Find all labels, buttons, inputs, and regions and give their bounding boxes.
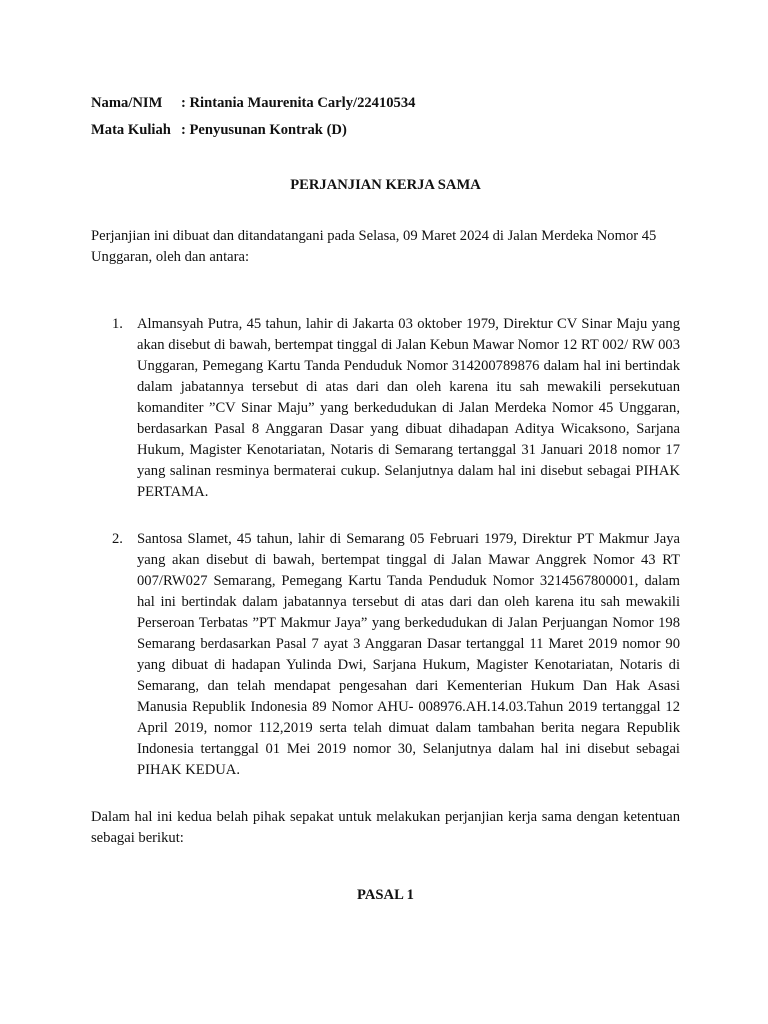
party-number: 1. [112, 316, 123, 332]
closing-paragraph: Dalam hal ini kedua belah pihak sepakat untuk melakukan perjanjian kerja sama dengan ketentuan sebagai berikut: [91, 809, 680, 846]
course-label: Mata Kuliah [91, 122, 171, 138]
document-title: PERJANJIAN KERJA SAMA [290, 177, 481, 193]
course-row [91, 120, 680, 147]
party-item [91, 529, 680, 781]
course-value: : Penyusunan Kontrak (D) [181, 122, 347, 138]
parties-list [91, 314, 680, 781]
student-name-row [91, 93, 680, 120]
party-first-text: Almansyah Putra, 45 tahun, lahir di Jakarta 03 oktober 1979, Direktur CV Sinar Maju yang akan disebut di bawah, bertempat tinggal di Jalan Kebun Mawar Nomor 12 RT 002/ RW 003 Unggaran, Pemegang Kartu Tanda Penduduk Nomor 314200789876 dalam hal ini bertindak dalam jabatannya tersebut di atas dari dan oleh karena itu sah mewakili persekutuan komanditer ”CV Sinar Maju” yang berkedudukan di Jalan Merdeka Nomor 45 Unggaran, berdasarkan Pasal 8 Anggaran Dasar yang dibuat dihadapan Aditya Wicaksono, Sarjana Hukum, Magister Kenotariatan, Notaris di Semarang tertanggal 31 Januari 2018 nomor 17 yang salinan resminya bermaterai cukup. Selanjutnya dalam hal ini disebut sebagai PIHAK PERTAMA. [137, 316, 680, 500]
name-value: : Rintania Maurenita Carly/22410534 [181, 95, 416, 111]
name-label: Nama/NIM [91, 95, 163, 111]
party-item [91, 314, 680, 503]
intro-paragraph: Perjanjian ini dibuat dan ditandatangani pada Selasa, 09 Maret 2024 di Jalan Merdeka Nomor 45 Unggaran, oleh dan antara: [91, 228, 657, 265]
section-heading: PASAL 1 [357, 887, 414, 903]
party-number: 2. [112, 531, 123, 547]
party-second-text: Santosa Slamet, 45 tahun, lahir di Semarang 05 Februari 1979, Direktur PT Makmur Jaya yang akan disebut di bawah, bertempat tinggal di Jalan Mawar Anggrek Nomor 43 RT 007/RW027 Semarang, Pemegang Kartu Tanda Penduduk Nomor 3214567800001, dalam hal ini bertindak dalam jabatannya tersebut di atas dari dan oleh karena itu sah mewakili Perseroan Terbatas ”PT Makmur Jaya” yang berkedudukan di Jalan Perjuangan Nomor 198 Semarang berdasarkan Pasal 7 ayat 3 Anggaran Dasar tertanggal 11 Maret 2019 nomor 90 yang dibuat di hadapan Yulinda Dwi, Sarjana Hukum, Magister Kenotariatan, Notaris di Semarang, dan telah mendapat pengesahan dari Kementerian Hukum Dan Hak Asasi Manusia Republik Indonesia 89 Nomor AHU- 008976.AH.14.03.Tahun 2019 tertanggal 12 April 2019, nomor 112,2019 serta telah dimuat dalam tambahan berita negara Republik Indonesia tertanggal 01 Mei 2019 nomor 30, Selanjutnya dalam hal ini disebut sebagai PIHAK KEDUA. [137, 531, 680, 778]
